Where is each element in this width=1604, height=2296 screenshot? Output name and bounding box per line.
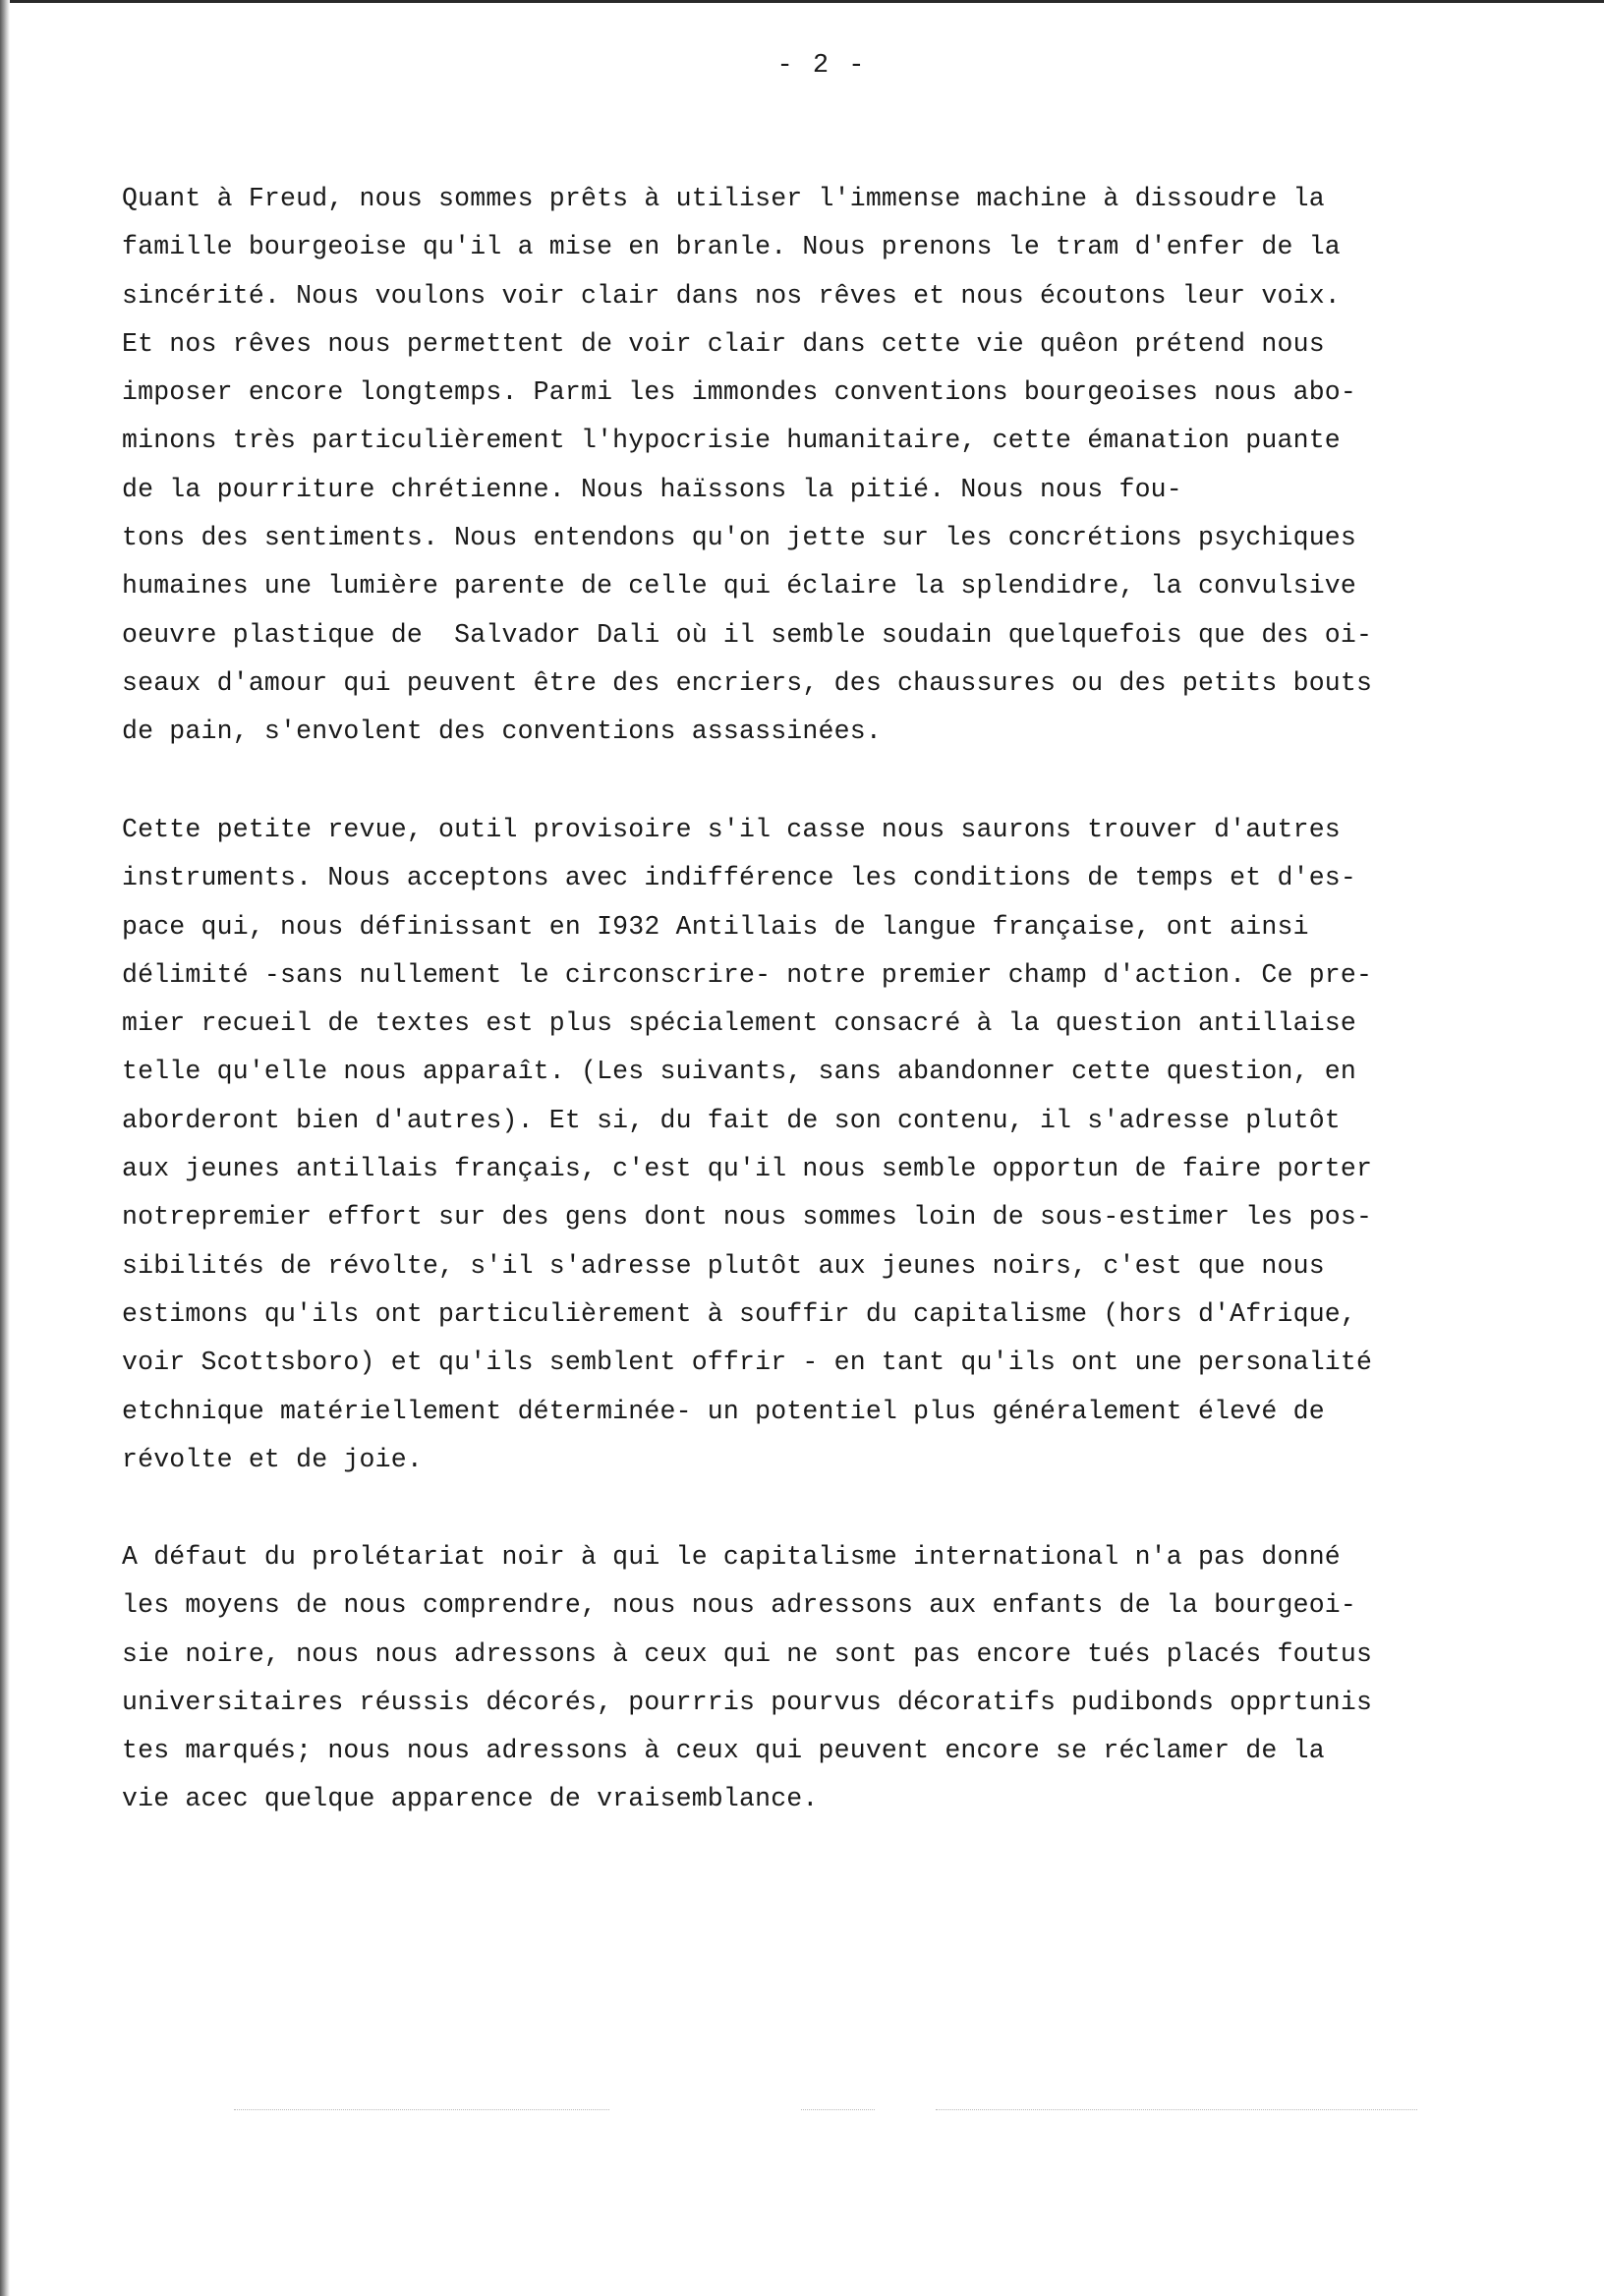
text-line: vie acec quelque apparence de vraisemblance. bbox=[122, 1784, 819, 1814]
text-line: de pain, s'envolent des conventions assassinées. bbox=[122, 717, 882, 747]
text-line: famille bourgeoise qu'il a mise en branle. Nous prenons le tram d'enfer de la bbox=[122, 232, 1341, 262]
text-line: aborderont bien d'autres). Et si, du fait de son contenu, il s'adresse plutôt bbox=[122, 1105, 1341, 1135]
text-line: estimons qu'ils ont particulièrement à souffir du capitalisme (hors d'Afrique, bbox=[122, 1298, 1357, 1329]
text-line: Et nos rêves nous permettent de voir clair dans cette vie quêon prétend nous bbox=[122, 328, 1325, 359]
text-line: tons des sentiments. Nous entendons qu'on jette sur les concrétions psychiques bbox=[122, 523, 1357, 553]
text-line: aux jeunes antillais français, c'est qu'il nous semble opportun de faire porter bbox=[122, 1154, 1373, 1184]
page-top-edge bbox=[0, 0, 1604, 3]
page-left-edge bbox=[0, 0, 10, 2296]
text-line: sie noire, nous nous adressons à ceux qui ne sont pas encore tués placés foutus bbox=[122, 1638, 1373, 1669]
text-line: tes marqués; nous nous adressons à ceux qui peuvent encore se réclamer de la bbox=[122, 1736, 1325, 1766]
text-line: humaines une lumière parente de celle qui éclaire la splendidre, la convulsive bbox=[122, 571, 1357, 602]
text-line: Cette petite revue, outil provisoire s'il casse nous saurons trouver d'autres bbox=[122, 815, 1341, 844]
text-line: les moyens de nous comprendre, nous nous adressons aux enfants de la bourgeoi- bbox=[122, 1590, 1357, 1621]
text-line: universitaires réussis décorés, pourrris pourvus décoratifs pudibonds opprtunis bbox=[122, 1687, 1373, 1717]
text-line: seaux d'amour qui peuvent être des encriers, des chaussures ou des petits bouts bbox=[122, 667, 1373, 698]
text-line: oeuvre plastique de Salvador Dali où il semble soudain quelquefois que des oi- bbox=[122, 619, 1373, 650]
text-line: sibilités de révolte, s'il s'adresse plutôt aux jeunes noirs, c'est que nous bbox=[122, 1250, 1325, 1281]
text-line: Quant à Freud, nous sommes prêts à utiliser l'immense machine à dissoudre la bbox=[122, 184, 1325, 213]
paragraph-1 bbox=[122, 175, 1567, 757]
text-line: sincérité. Nous voulons voir clair dans nos rêves et nous écoutons leur voix. bbox=[122, 280, 1341, 311]
footer-rule-left bbox=[234, 2109, 609, 2110]
text-line: délimité -sans nullement le circonscrire- notre premier champ d'action. Ce pre- bbox=[122, 959, 1373, 990]
text-line: révolte et de joie. bbox=[122, 1444, 423, 1474]
paragraph-2 bbox=[122, 806, 1567, 1484]
text-line: instruments. Nous acceptons avec indifférence les conditions de temps et d'es- bbox=[122, 863, 1357, 893]
text-line: pace qui, nous définissant en I932 Antillais de langue française, ont ainsi bbox=[122, 911, 1309, 942]
footer-rule-right bbox=[936, 2109, 1417, 2110]
text-line: etchnique matériellement déterminée- un potentiel plus généralement élevé de bbox=[122, 1396, 1325, 1426]
page-number: - 2 - bbox=[776, 51, 867, 81]
footer-rule-middle bbox=[801, 2109, 875, 2110]
text-line: mier recueil de textes est plus spécialement consacré à la question antillaise bbox=[122, 1008, 1357, 1039]
text-line: voir Scottsboro) et qu'ils semblent offrir - en tant qu'ils ont une personalité bbox=[122, 1348, 1373, 1378]
text-line: A défaut du prolétariat noir à qui le capitalisme international n'a pas donné bbox=[122, 1542, 1341, 1572]
text-line: imposer encore longtemps. Parmi les immondes conventions bourgeoises nous abo- bbox=[122, 377, 1357, 408]
text-line: minons très particulièrement l'hypocrisie humanitaire, cette émanation puante bbox=[122, 426, 1341, 456]
paragraph-3 bbox=[122, 1533, 1567, 1824]
text-line: telle qu'elle nous apparaît. (Les suivants, sans abandonner cette question, en bbox=[122, 1057, 1357, 1087]
text-line: de la pourriture chrétienne. Nous haïssons la pitié. Nous nous fou- bbox=[122, 474, 1182, 504]
text-line: notrepremier effort sur des gens dont nous sommes loin de sous-estimer les pos- bbox=[122, 1202, 1373, 1233]
